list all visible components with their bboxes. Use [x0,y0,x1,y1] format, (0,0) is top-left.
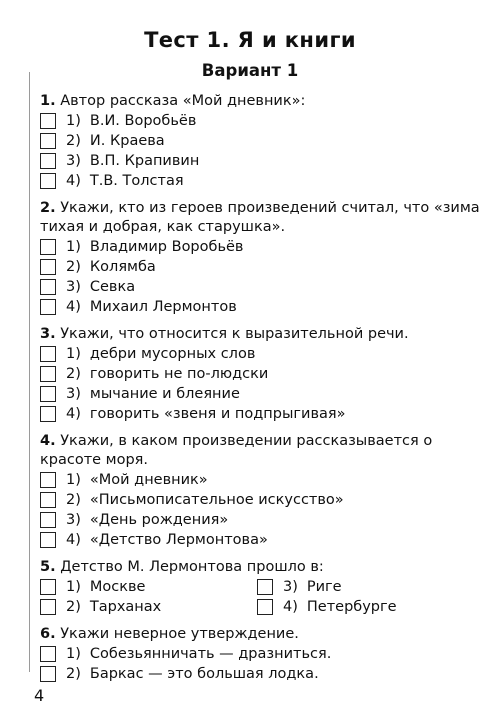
question-number: 3. [40,326,56,342]
answer-option[interactable] [257,597,457,617]
answer-checkbox[interactable] [40,299,56,315]
question-6 [40,625,490,684]
answer-option[interactable] [40,171,490,191]
option-number: 3) [283,579,298,595]
option-number: 3) [66,279,81,295]
option-number: 4) [66,406,81,422]
option-text: Т.В. Толстая [89,173,184,189]
question-prompt: Укажи неверное утверждение. [60,626,299,642]
answer-option[interactable] [40,151,490,171]
answer-checkbox[interactable] [40,532,56,548]
answer-option[interactable] [40,577,257,597]
answer-checkbox[interactable] [40,173,56,189]
question-4 [40,432,490,550]
question-number: 6. [40,626,56,642]
question-prompt: Автор рассказа «Мой дневник»: [60,93,306,109]
question-number: 4. [40,433,56,449]
answer-checkbox[interactable] [40,239,56,255]
answer-option[interactable] [40,237,490,257]
option-number: 2) [66,259,81,275]
option-number: 4) [66,173,81,189]
answer-checkbox[interactable] [40,579,56,595]
option-text: «День рождения» [89,512,229,528]
option-number: 2) [66,666,81,682]
answer-checkbox[interactable] [40,153,56,169]
options-grid [40,577,490,617]
question-1 [40,92,490,191]
answer-option[interactable] [40,131,490,151]
question-prompt: Укажи, кто из героев произведений считал, что «зима тихая и добрая, как старушка». [40,200,480,235]
test-title: Тест 1. Я и книги [144,28,356,52]
option-text: Владимир Воробьёв [89,239,244,255]
option-text: В.И. Воробьёв [89,113,197,129]
option-text: Колямба [89,259,156,275]
question-text [40,558,490,577]
answer-checkbox[interactable] [40,346,56,362]
option-text: «Мой дневник» [89,472,208,488]
answer-option[interactable] [40,597,257,617]
answer-checkbox[interactable] [40,406,56,422]
answer-option[interactable] [40,277,490,297]
question-3 [40,325,490,424]
variant-title: Вариант 1 [201,61,299,80]
answer-option[interactable] [40,490,490,510]
answer-option[interactable] [40,111,490,131]
option-number: 4) [283,599,298,615]
answer-checkbox[interactable] [40,646,56,662]
question-number: 1. [40,93,56,109]
answer-checkbox[interactable] [40,279,56,295]
option-number: 2) [66,366,81,382]
answer-option[interactable] [40,530,490,550]
option-text: Тарханах [89,599,162,615]
margin-line [29,72,30,672]
option-text: говорить «звеня и подпрыгивая» [89,406,346,422]
answer-checkbox[interactable] [40,113,56,129]
option-number: 1) [66,239,81,255]
answer-checkbox[interactable] [40,512,56,528]
answer-option[interactable] [40,470,490,490]
question-2 [40,199,490,317]
option-number: 3) [66,386,81,402]
question-prompt: Детство М. Лермонтова прошло в: [60,559,324,575]
answer-option[interactable] [40,404,490,424]
questions-list [40,92,490,692]
question-number: 5. [40,559,56,575]
option-number: 1) [66,579,81,595]
answer-checkbox[interactable] [40,492,56,508]
option-number: 1) [66,346,81,362]
question-text [40,625,490,644]
answer-option[interactable] [257,577,457,597]
option-text: Петербурге [306,599,397,615]
option-number: 3) [66,512,81,528]
option-number: 1) [66,472,81,488]
answer-checkbox[interactable] [257,579,273,595]
option-text: В.П. Крапивин [89,153,200,169]
page-number: 4 [34,686,45,705]
option-text: «Письмописательное искусство» [89,492,344,508]
question-text [40,432,490,470]
answer-checkbox[interactable] [40,666,56,682]
answer-checkbox[interactable] [40,366,56,382]
option-text: Михаил Лермонтов [89,299,237,315]
answer-checkbox[interactable] [40,472,56,488]
answer-option[interactable] [40,257,490,277]
option-text: Собезьянничать — дразниться. [89,646,332,662]
option-number: 2) [66,599,81,615]
answer-checkbox[interactable] [40,259,56,275]
answer-option[interactable] [40,297,490,317]
option-text: «Детство Лермонтова» [89,532,268,548]
question-prompt: Укажи, в каком произведении рассказывается о красоте моря. [40,433,433,468]
question-text [40,92,490,111]
option-text: мычание и блеяние [89,386,240,402]
option-number: 2) [66,133,81,149]
answer-option[interactable] [40,364,490,384]
question-prompt: Укажи, что относится к выразительной речи. [60,326,409,342]
question-5 [40,558,490,617]
answer-checkbox[interactable] [257,599,273,615]
question-number: 2. [40,200,56,216]
answer-checkbox[interactable] [40,599,56,615]
option-text: Риге [306,579,342,595]
option-text: И. Краева [89,133,165,149]
question-text [40,325,490,344]
answer-option[interactable] [40,384,490,404]
option-text: Москве [89,579,146,595]
option-number: 4) [66,532,81,548]
option-number: 1) [66,646,81,662]
option-number: 4) [66,299,81,315]
option-number: 1) [66,113,81,129]
option-number: 3) [66,153,81,169]
answer-option[interactable] [40,644,490,664]
answer-checkbox[interactable] [40,386,56,402]
option-number: 2) [66,492,81,508]
option-text: Севка [89,279,136,295]
answer-option[interactable] [40,344,490,364]
option-text: Баркас — это большая лодка. [89,666,319,682]
option-text: дебри мусорных слов [89,346,256,362]
option-text: говорить не по-людски [89,366,269,382]
answer-checkbox[interactable] [40,133,56,149]
question-text [40,199,490,237]
answer-option[interactable] [40,664,490,684]
answer-option[interactable] [40,510,490,530]
